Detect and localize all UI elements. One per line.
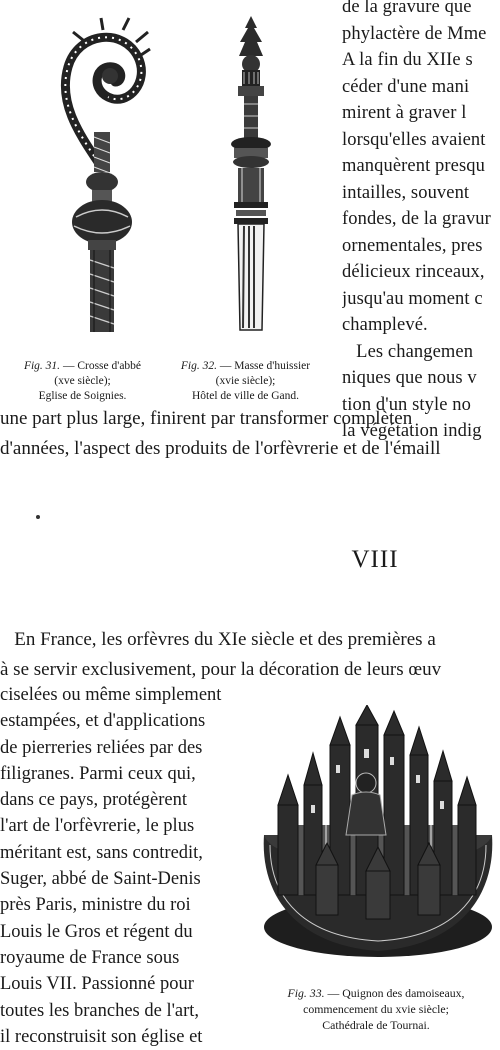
right-column-text xyxy=(342,0,500,445)
text-line: lorsqu'elles avaient xyxy=(342,129,486,150)
text-line: mirent à graver l xyxy=(342,103,467,123)
text-line: champlevé. xyxy=(342,315,428,335)
text-line: Les changemen xyxy=(342,341,474,362)
text-line: niques que nous v xyxy=(342,368,477,388)
fig31-caption xyxy=(0,359,165,404)
text-line: dans ce pays, protégèrent xyxy=(0,790,187,811)
text-line: ornementales, pres xyxy=(342,235,483,256)
text-line: toutes les branches de l'art, xyxy=(0,1000,200,1021)
section-heading: VIII xyxy=(351,546,399,573)
figure-33-quignon xyxy=(256,705,500,965)
text-line: manquèrent presqu xyxy=(342,156,485,176)
text-line: ciselées ou même simplement xyxy=(0,685,222,705)
text-line: l'art de l'orfèvrerie, le plus xyxy=(0,816,195,837)
ink-dot xyxy=(36,515,40,519)
text-line: la végétation indig xyxy=(342,421,482,441)
text-line: Louis le Gros et régent du xyxy=(0,921,193,942)
fig32-label: Fig. 32. xyxy=(180,360,217,372)
fig31-location: Eglise de Soignies. xyxy=(38,390,127,402)
text-line: tion d'un style no xyxy=(342,394,471,415)
mace-engraving xyxy=(196,12,306,332)
text-line: il reconstruisit son église et xyxy=(0,1026,203,1047)
quignon-engraving xyxy=(256,705,500,965)
fig32-date: (xvie siècle); xyxy=(215,375,276,387)
fig31-date: (xve siècle); xyxy=(54,375,111,387)
text-line: une part plus large, finirent par transformer complèten xyxy=(0,408,413,429)
text-line: A la fin du XIIe s xyxy=(342,50,473,70)
text-line: estampées, et d'applications xyxy=(0,711,206,732)
text-line: d'années, l'aspect des produits de l'orfèvrerie et de l'émaill xyxy=(0,438,441,459)
fig33-caption xyxy=(252,985,500,1033)
figure-32-mace xyxy=(196,12,306,332)
text-line: filigranes. Parmi ceux qui, xyxy=(0,763,196,784)
text-line: jusqu'au moment c xyxy=(342,288,483,309)
fig31-label: Fig. 31. xyxy=(23,360,61,372)
text-line: phylactère de Mme xyxy=(342,23,487,44)
fig33-label: Fig. 33. xyxy=(287,986,325,1000)
text-line: près Paris, ministre du roi xyxy=(0,895,191,916)
text-line: Suger, abbé de Saint-Denis xyxy=(0,869,201,890)
text-line: délicieux rinceaux, xyxy=(342,262,485,282)
text-line: céder d'une mani xyxy=(342,76,470,97)
paragraph-end xyxy=(0,404,500,464)
fig33-date: commencement du xvie siècle; xyxy=(303,1002,449,1016)
left-column-text xyxy=(0,682,245,1050)
text-line: de la gravure que xyxy=(342,0,472,17)
section-intro xyxy=(0,625,500,685)
text-line: à se servir exclusivement, pour la décoration de leurs œuv xyxy=(0,659,442,680)
text-line: intailles, souvent xyxy=(342,182,470,203)
text-line: méritant est, sans contredit, xyxy=(0,842,203,863)
fig32-location: Hôtel de ville de Gand. xyxy=(192,390,299,402)
fig32-caption xyxy=(158,359,333,404)
fig32-title: — Masse d'huissier xyxy=(217,360,311,372)
fig33-location: Cathédrale de Tournai. xyxy=(322,1018,430,1032)
text-line: royaume de France sous xyxy=(0,947,180,968)
text-line: En France, les orfèvres du XIe siècle et des premières a xyxy=(0,629,436,650)
figure-31-crozier xyxy=(28,12,168,332)
fig31-title: — Crosse d'abbé xyxy=(60,360,142,372)
text-line: de pierreries reliées par des xyxy=(0,737,203,758)
crozier-engraving xyxy=(28,12,168,332)
text-line: Louis VII. Passionné pour xyxy=(0,974,194,995)
text-line: fondes, de la gravur xyxy=(342,209,491,229)
fig33-title: — Quignon des damoiseaux, xyxy=(324,986,465,1000)
